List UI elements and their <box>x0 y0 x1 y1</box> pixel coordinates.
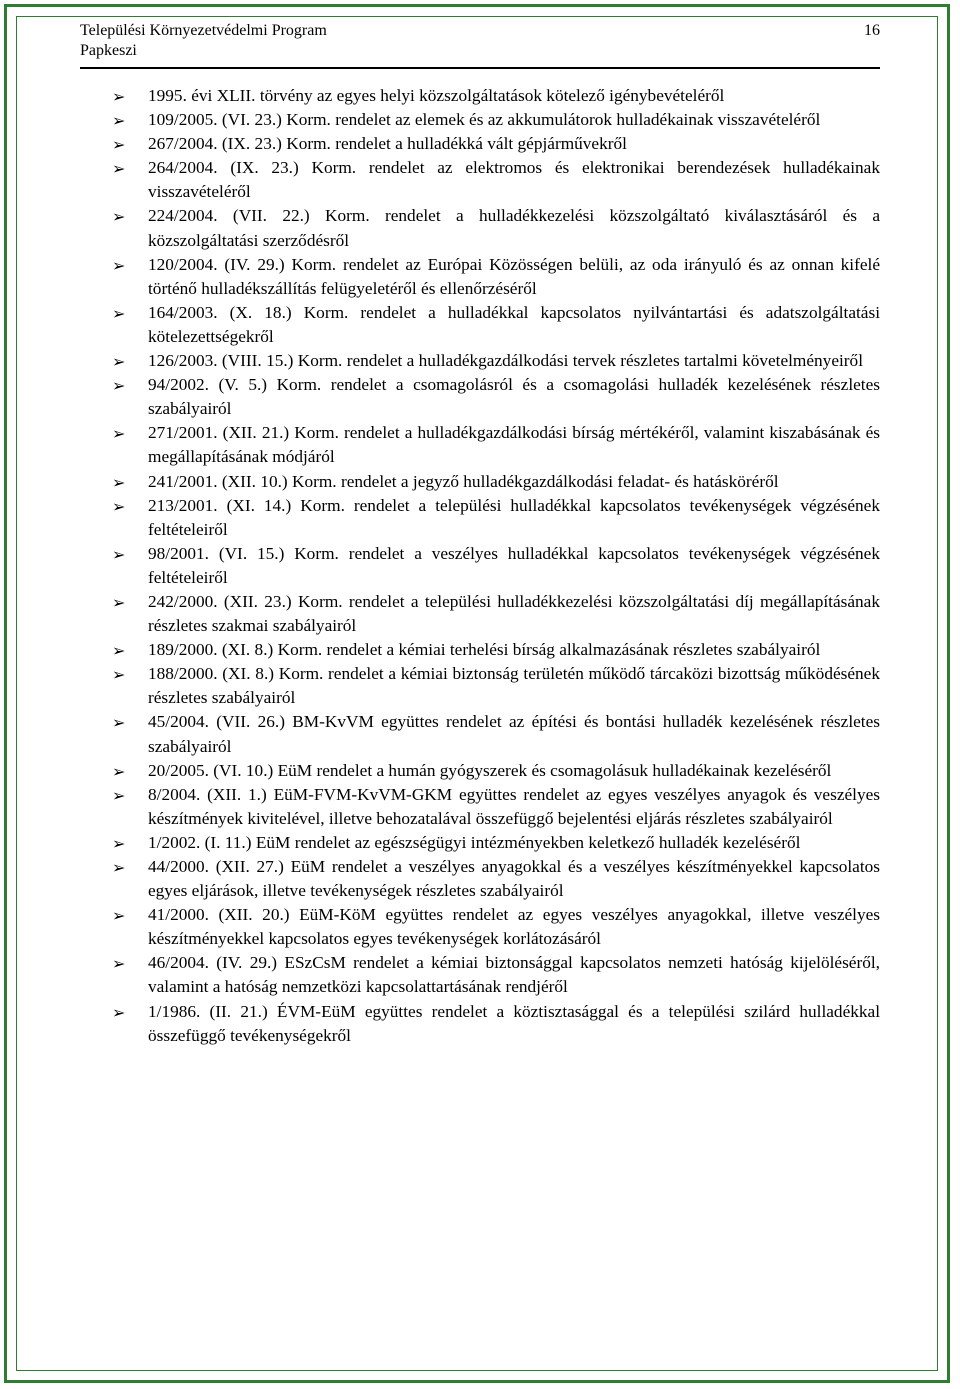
arrow-bullet-icon: ➢ <box>112 544 126 564</box>
legislation-text: 224/2004. (VII. 22.) Korm. rendelet a hulladékkezelési közszolgáltató kiválasztásáról és a közszolgáltatási szerződésről <box>148 206 880 250</box>
list-item <box>112 1000 880 1048</box>
list-item <box>112 759 880 783</box>
arrow-bullet-icon: ➢ <box>112 352 126 372</box>
legislation-text: 164/2003. (X. 18.) Korm. rendelet a hulladékkal kapcsolatos nyilvántartási és adatszolgáltatási kötelezettségekről <box>148 302 880 346</box>
arrow-bullet-icon: ➢ <box>112 858 126 877</box>
list-item <box>112 494 880 542</box>
legislation-text: 1995. évi XLII. törvény az egyes helyi közszolgáltatások kötelező igénybevételéről <box>148 86 725 105</box>
page-header <box>80 21 880 61</box>
arrow-bullet-icon: ➢ <box>112 376 126 396</box>
header-divider <box>80 67 880 69</box>
list-item <box>112 204 880 252</box>
legislation-text: 98/2001. (VI. 15.) Korm. rendelet a veszélyes hulladékkal kapcsolatos tevékenységek végzésének feltételeiről <box>148 543 880 587</box>
legislation-text: 94/2002. (V. 5.) Korm. rendelet a csomagolásról és a csomagolási hulladék kezelésének részletes szabályairól <box>148 375 880 419</box>
arrow-bullet-icon: ➢ <box>112 1002 126 1022</box>
list-item <box>112 590 880 638</box>
arrow-bullet-icon: ➢ <box>112 207 126 227</box>
legislation-text: 109/2005. (VI. 23.) Korm. rendelet az elemek és az akkumulátorok hulladékainak visszavételéről <box>148 110 821 130</box>
legislation-text: 213/2001. (XI. 14.) Korm. rendelet a települési hulladékkal kapcsolatos tevékenységek végzésének feltételeiről <box>148 495 880 539</box>
list-item <box>112 132 880 156</box>
list-item <box>112 470 880 494</box>
legislation-text: 8/2004. (XII. 1.) EüM-FVM-KvVM-GKM együttes rendelet az egyes veszélyes anyagok és veszélyes készítmények kivitelével, illetve behozatalával összefüggő bejelentési eljárás részletes szabályairól <box>148 784 880 828</box>
arrow-bullet-icon: ➢ <box>112 761 126 781</box>
legislation-list <box>112 84 880 1048</box>
arrow-bullet-icon: ➢ <box>112 135 126 155</box>
arrow-bullet-icon: ➢ <box>112 713 126 733</box>
arrow-bullet-icon: ➢ <box>112 906 126 926</box>
legislation-text: 271/2001. (XII. 21.) Korm. rendelet a hulladékgazdálkodási bírság mértékéről, valamint kiszabásának és megállapításának módjáról <box>148 423 880 467</box>
legislation-text: 45/2004. (VII. 26.) BM-KvVM együttes rendelet az építési és bontási hulladék kezelésének részletes szabályairól <box>148 712 880 756</box>
list-item <box>112 662 880 710</box>
list-item <box>112 855 880 903</box>
legislation-text: 120/2004. (IV. 29.) Korm. rendelet az Európai Közösségen belüli, az oda irányuló és az onnan kifelé történő hulladékszállítás felügyeletéről és ellenőrzéséről <box>148 254 880 298</box>
arrow-bullet-icon: ➢ <box>112 87 126 106</box>
legislation-text: 41/2000. (XII. 20.) EüM-KöM együttes rendelet az egyes veszélyes anyagokkal, illetve veszélyes készítményekkel kapcsolatos egyes tevékenységek korlátozásáról <box>148 905 880 949</box>
list-item <box>112 903 880 951</box>
arrow-bullet-icon: ➢ <box>112 303 126 323</box>
arrow-bullet-icon: ➢ <box>112 159 126 179</box>
arrow-bullet-icon: ➢ <box>112 665 126 685</box>
legislation-text: 1/1986. (II. 21.) ÉVM-EüM együttes rendelet a köztisztasággal és a települési szilárd hulladékkal összefüggő tevékenységekről <box>148 1001 880 1045</box>
legislation-text: 241/2001. (XII. 10.) Korm. rendelet a jegyző hulladékgazdálkodási feladat- és hatásköréről <box>148 471 779 491</box>
list-item <box>112 638 880 662</box>
legislation-text: 126/2003. (VIII. 15.) Korm. rendelet a hulladékgazdálkodási tervek részletes tartalmi követelményeiről <box>148 351 863 371</box>
legislation-text: 188/2000. (XI. 8.) Korm. rendelet a kémiai biztonság területén működő tárcaközi bizottság működésének részletes szabályairól <box>148 664 880 708</box>
document-subtitle: Papkeszi <box>80 42 137 59</box>
list-item <box>112 421 880 469</box>
legislation-text: 267/2004. (IX. 23.) Korm. rendelet a hulladékká vált gépjárművekről <box>148 134 627 154</box>
list-item <box>112 542 880 590</box>
legislation-text: 46/2004. (IV. 29.) ESzCsM rendelet a kémiai biztonsággal kapcsolatos nemzeti hatóság kijelöléséről, valamint a hatóság nemzetközi kapcsolattartásának rendjéről <box>148 953 880 997</box>
legislation-text: 44/2000. (XII. 27.) EüM rendelet a veszélyes anyagokkal és a veszélyes készítményekkel kapcsolatos egyes eljárások, illetve tevékenységek részletes szabályairól <box>148 857 880 901</box>
list-item <box>112 84 880 108</box>
list-item <box>112 710 880 758</box>
list-item <box>112 349 880 373</box>
legislation-text: 242/2000. (XII. 23.) Korm. rendelet a települési hulladékkezelési közszolgáltatási díj megállapításának részletes szakmai szabályairól <box>148 591 880 636</box>
list-item <box>112 108 880 132</box>
list-item <box>112 301 880 349</box>
arrow-bullet-icon: ➢ <box>112 641 126 661</box>
arrow-bullet-icon: ➢ <box>112 111 126 131</box>
arrow-bullet-icon: ➢ <box>112 785 126 805</box>
legislation-text: 20/2005. (VI. 10.) EüM rendelet a humán gyógyszerek és csomagolásuk hulladékainak kezeléséről <box>148 760 832 780</box>
list-item <box>112 373 880 421</box>
list-item <box>112 253 880 301</box>
arrow-bullet-icon: ➢ <box>112 255 126 275</box>
list-item <box>112 951 880 999</box>
arrow-bullet-icon: ➢ <box>112 496 126 516</box>
arrow-bullet-icon: ➢ <box>112 424 126 444</box>
arrow-bullet-icon: ➢ <box>112 592 126 612</box>
arrow-bullet-icon: ➢ <box>112 954 126 974</box>
arrow-bullet-icon: ➢ <box>112 472 126 492</box>
list-item <box>112 831 880 855</box>
arrow-bullet-icon: ➢ <box>112 833 126 853</box>
page-number: 16 <box>864 22 880 39</box>
list-item <box>112 156 880 204</box>
list-item <box>112 783 880 831</box>
legislation-text: 1/2002. (I. 11.) EüM rendelet az egészségügyi intézményekben keletkező hulladék kezeléséről <box>148 832 801 852</box>
legislation-text: 264/2004. (IX. 23.) Korm. rendelet az elektromos és elektronikai berendezések hulladékainak visszavételéről <box>148 158 880 202</box>
legislation-text: 189/2000. (XI. 8.) Korm. rendelet a kémiai terhelési bírság alkalmazásának részletes szabályairól <box>148 640 821 660</box>
document-title: Települési Környezetvédelmi Program <box>80 22 327 39</box>
